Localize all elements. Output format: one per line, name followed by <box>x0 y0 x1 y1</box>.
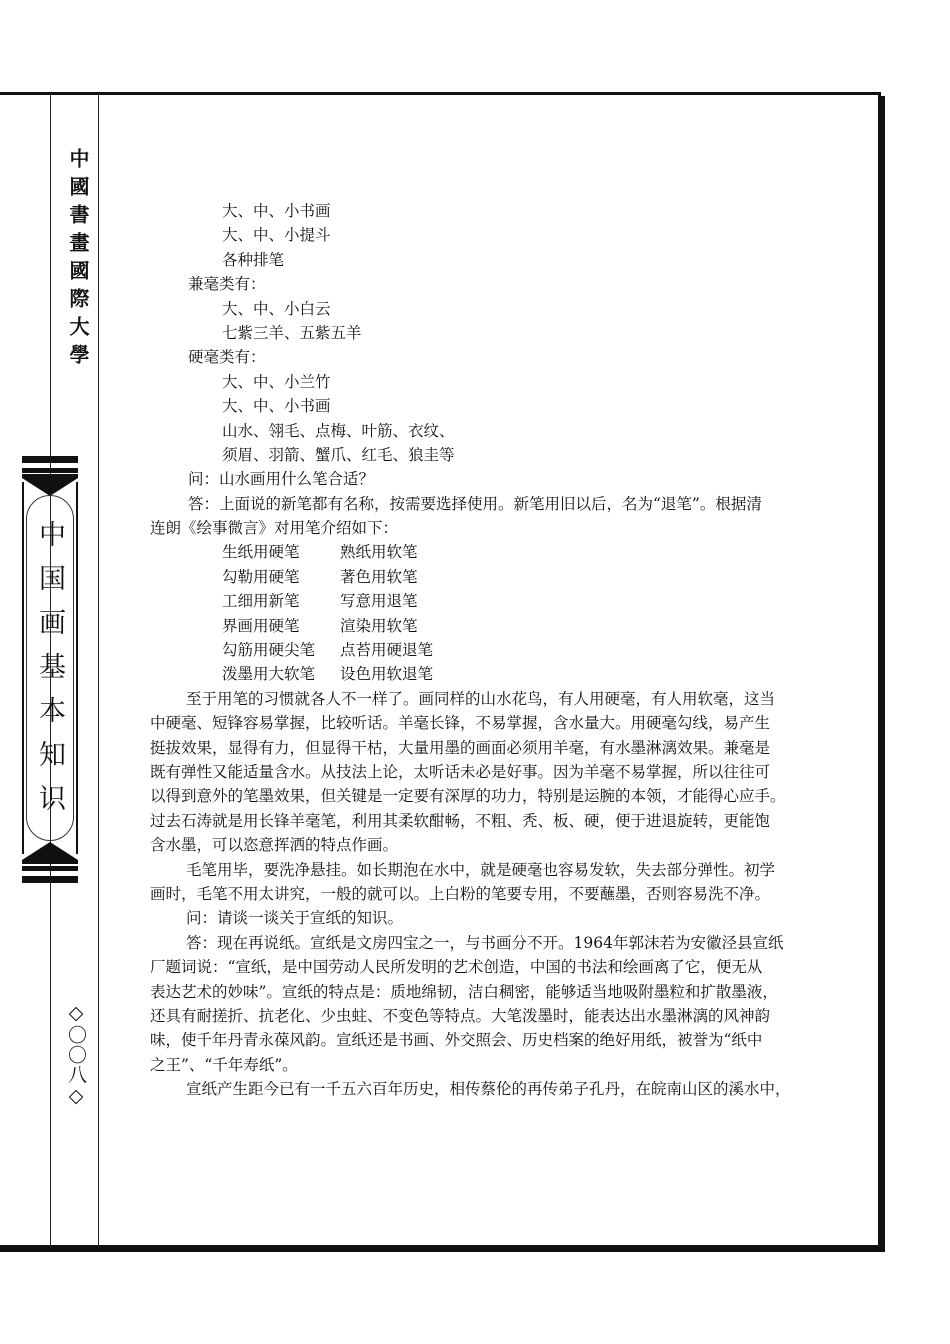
paragraph-line: 之王”、“千年寿纸”。 <box>150 1055 298 1074</box>
subheading: 硬毫类有： <box>188 348 266 367</box>
cartouche-bottom-ornament <box>22 840 78 864</box>
text-line: 大、中、小白云 <box>222 299 331 318</box>
paragraph-line: 至于用笔的习惯就各人不一样了。画同样的山水花鸟，有人用硬毫，有人用软毫，这当 <box>186 689 776 708</box>
pair-row <box>150 540 840 564</box>
book-title: 中国画基本知识 <box>34 520 65 828</box>
pair-right: 著色用软笔 <box>340 567 418 586</box>
pair-left: 工细用新笔 <box>222 592 300 611</box>
cartouche-bottom-bar-2 <box>22 876 78 883</box>
body-text <box>150 199 840 1101</box>
spine-rule-right <box>98 95 99 1245</box>
pair-left: 泼墨用大软笔 <box>222 665 316 684</box>
text-line: 山水、翎毛、点梅、叶筋、衣纹、 <box>222 421 455 440</box>
text-line: 各种排笔 <box>222 250 285 269</box>
subheading: 兼毫类有： <box>188 275 266 294</box>
pair-left: 界画用硬笔 <box>222 616 300 635</box>
answer-line: 连朗《绘事微言》对用笔介绍如下： <box>150 519 399 538</box>
pair-left: 勾筋用硬尖笔 <box>222 641 316 660</box>
text-line: 须眉、羽箭、蟹爪、红毛、狼圭等 <box>222 445 455 464</box>
question: 问：山水画用什么笔合适？ <box>188 470 375 489</box>
pair-row <box>150 638 840 662</box>
text-line: 大、中、小提斗 <box>222 226 331 245</box>
pair-right: 点苔用硬退笔 <box>340 641 434 660</box>
text-line: 七紫三羊、五紫五羊 <box>222 323 362 342</box>
text-line: 大、中、小书画 <box>222 397 331 416</box>
paragraph-line: 画时，毛笔不用太讲究，一般的就可以。上白粉的笔要专用，不要蘸墨，否则容易洗不净。 <box>150 884 771 903</box>
pair-row <box>150 662 840 686</box>
page-number: ◇〇〇八◇ <box>65 1002 87 1108</box>
pair-row <box>150 614 840 638</box>
paragraph-line: 厂题词说：“宣纸，是中国劳动人民所发明的艺术创造，中国的书法和绘画离了它，便无从 <box>150 958 763 977</box>
pair-left: 生纸用硬笔 <box>222 543 300 562</box>
pair-right: 熟纸用软笔 <box>340 543 418 562</box>
pair-left: 勾勒用硬笔 <box>222 567 300 586</box>
paragraph-line: 含水墨，可以恣意挥洒的特点作画。 <box>150 836 399 855</box>
paragraph-line: 以得到意外的笔墨效果，但关键是一定要有深厚的功力，特别是运腕的本领，才能得心应手。 <box>150 787 786 806</box>
text-line: 大、中、小兰竹 <box>222 372 331 391</box>
frame-shadow-bottom <box>0 1248 884 1252</box>
pair-row <box>150 589 840 613</box>
paragraph-line: 宣纸产生距今已有一千五六百年历史，相传蔡伦的再传弟子孔丹，在皖南山区的溪水中， <box>186 1080 791 1099</box>
paragraph-line: 既有弹性又能适量含水。从技法上论，太听话未必是好事。因为羊毫不易掌握，所以往往可 <box>150 762 771 781</box>
answer-line: 答：上面说的新笔都有名称，按需要选择使用。新笔用旧以后，名为“退笔”。根据清 <box>188 494 762 513</box>
paragraph-line: 味，使千年丹青永葆风韵。宣纸还是书画、外交照会、历史档案的绝好用纸，被誉为“纸中 <box>150 1031 763 1050</box>
university-name: 中國書畫國際大學 <box>66 148 90 372</box>
pair-right: 渲染用软笔 <box>340 616 418 635</box>
paragraph-line: 毛笔用毕，要洗净悬挂。如长期泡在水中，就是硬毫也容易发软，失去部分弹性。初学 <box>186 860 776 879</box>
paragraph-line: 还具有耐搓折、抗老化、少虫蛀、不变色等特点。大笔泼墨时，能表达出水墨淋漓的风神韵 <box>150 1006 771 1025</box>
question: 问：请谈一谈关于宣纸的知识。 <box>186 909 404 928</box>
paragraph-line: 表达艺术的妙味”。宣纸的特点是：质地绵韧，洁白稠密，能够适当地吸附墨粒和扩散墨液， <box>150 982 778 1001</box>
cartouche-top-bar-2 <box>22 468 78 473</box>
pair-row <box>150 565 840 589</box>
pair-right: 写意用退笔 <box>340 592 418 611</box>
paragraph-line: 答：现在再说纸。宣纸是文房四宝之一，与书画分不开。1964年郭沫若为安徽泾县宣纸 <box>186 933 784 952</box>
pair-right: 设色用软退笔 <box>340 665 434 684</box>
paragraph-line: 过去石涛就是用长锋羊毫笔，利用其柔软酣畅，不粗、秃、板、硬，便于进退旋转，更能饱 <box>150 811 771 830</box>
cartouche-top-bar-1 <box>22 456 78 463</box>
paragraph-line: 挺拔效果，显得有力，但显得干枯，大量用墨的画面必须用羊毫，有水墨淋漓效果。兼毫是 <box>150 738 771 757</box>
frame-shadow-right <box>881 96 885 1252</box>
cartouche-bottom-bar-1 <box>22 866 78 871</box>
paragraph-line: 中硬毫、短锋容易掌握，比较听话。羊毫长锋，不易掌握，含水量大。用硬毫勾线，易产生 <box>150 714 771 733</box>
text-line: 大、中、小书画 <box>222 202 331 220</box>
